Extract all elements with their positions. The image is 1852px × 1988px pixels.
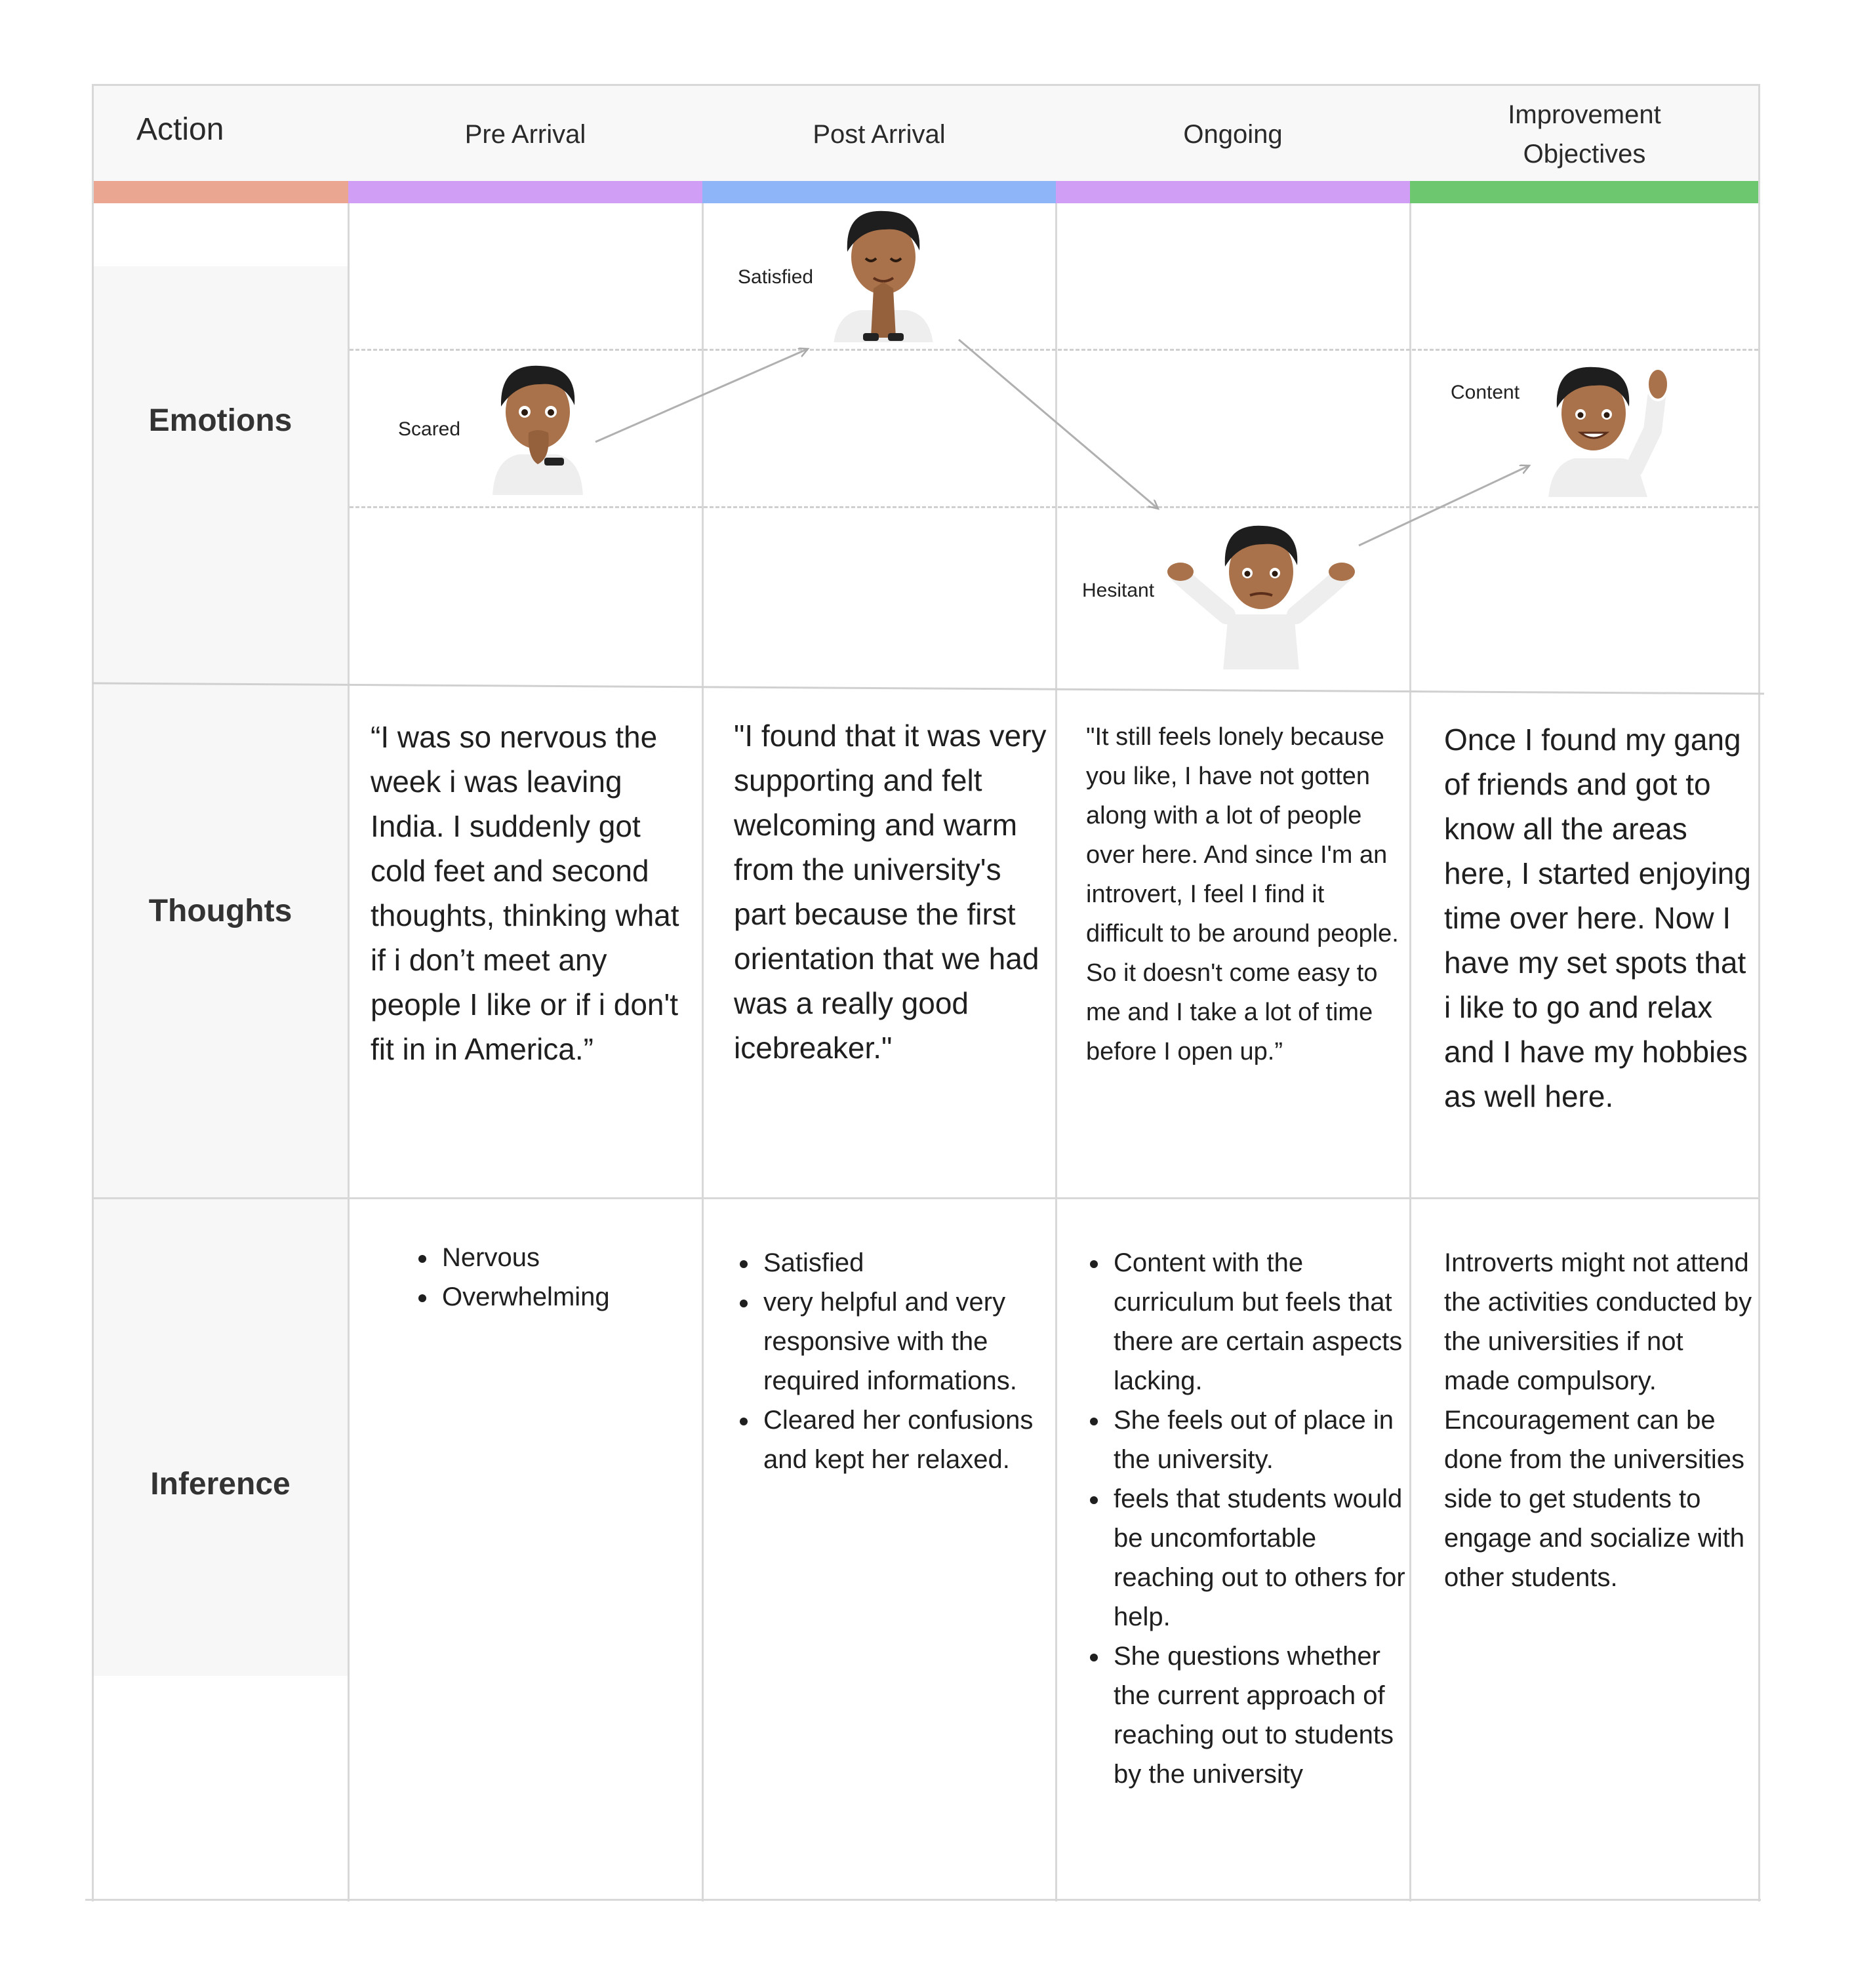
list-item: • Overwhelming — [438, 1277, 714, 1317]
inference-improvement-text: Introverts might not attend the activities conducted by the universities if not made compulsory. Encouragement can be done from the universities side to get students to engage and socialize with other students. — [1444, 1248, 1752, 1592]
row-label-emotions: Emotions — [148, 403, 292, 438]
inference-pre-arrival-list — [411, 1238, 714, 1317]
column-header-pre-arrival: Pre Arrival — [464, 120, 586, 149]
list-item: • very helpful and very responsive with the required informations. — [759, 1282, 1048, 1401]
row-label-thoughts: Thoughts — [148, 894, 292, 928]
list-item: • Nervous — [438, 1238, 714, 1277]
satisfied-avatar-icon — [828, 203, 939, 344]
arrow-satisfied-to-hesitant — [959, 340, 1158, 509]
list-item: • She feels out of place in the university. — [1110, 1401, 1410, 1479]
thought-improvement: Once I found my gang of friends and got to know all the areas here, I started enjoying time over here. Now I have my set spots that i like to go and relax and I have my hobbies as well here. — [1444, 723, 1751, 1113]
inference-ongoing-list — [1082, 1243, 1410, 1794]
row-label-inference: Inference — [150, 1467, 291, 1501]
column-header-improvement-objectives: Improvement Objectives — [1508, 100, 1661, 169]
emotion-label-satisfied: Satisfied — [738, 266, 814, 288]
list-item: • feels that students would be uncomfortable reaching out to others for help. — [1110, 1479, 1410, 1637]
thought-post-arrival: "I found that it was very supporting and felt welcoming and warm from the university's part because the first orientation that we had was a really good icebreaker." — [734, 719, 1047, 1065]
list-item: • Content with the curriculum but feels that there are certain aspects lacking. — [1110, 1243, 1410, 1401]
hesitant-avatar-icon — [1166, 514, 1356, 671]
arrow-scared-to-satisfied — [595, 349, 808, 442]
action-header: Action — [136, 112, 224, 147]
column-header-post-arrival: Post Arrival — [813, 120, 946, 149]
thought-ongoing: "It still feels lonely because you like, I have not gotten along with a lot of people over here. And since I'm an introvert, I feel I find it difficult to be around people. So it doesn't come easy to me and I take a lot of time before I open up.” — [1086, 723, 1399, 1065]
thought-pre-arrival: “I was so nervous the week i was leaving India. I suddenly got cold feet and second thoughts, thinking what if i don’t meet any people I like or if i don't fit in in America.” — [371, 720, 679, 1066]
list-item: • Satisfied — [759, 1243, 1048, 1282]
emotion-label-hesitant: Hesitant — [1082, 580, 1155, 601]
emotion-label-content: Content — [1451, 382, 1520, 403]
inference-post-arrival-list — [732, 1243, 1048, 1479]
list-item: • She questions whether the current approach of reaching out to students by the university — [1110, 1637, 1410, 1794]
list-item: • Cleared her confusions and kept her relaxed. — [759, 1401, 1048, 1479]
column-header-ongoing: Ongoing — [1183, 120, 1283, 149]
emotion-label-scared: Scared — [398, 418, 461, 440]
scared-avatar-icon — [485, 359, 590, 497]
arrow-hesitant-to-content — [1359, 466, 1529, 546]
content-avatar-icon — [1542, 358, 1674, 499]
